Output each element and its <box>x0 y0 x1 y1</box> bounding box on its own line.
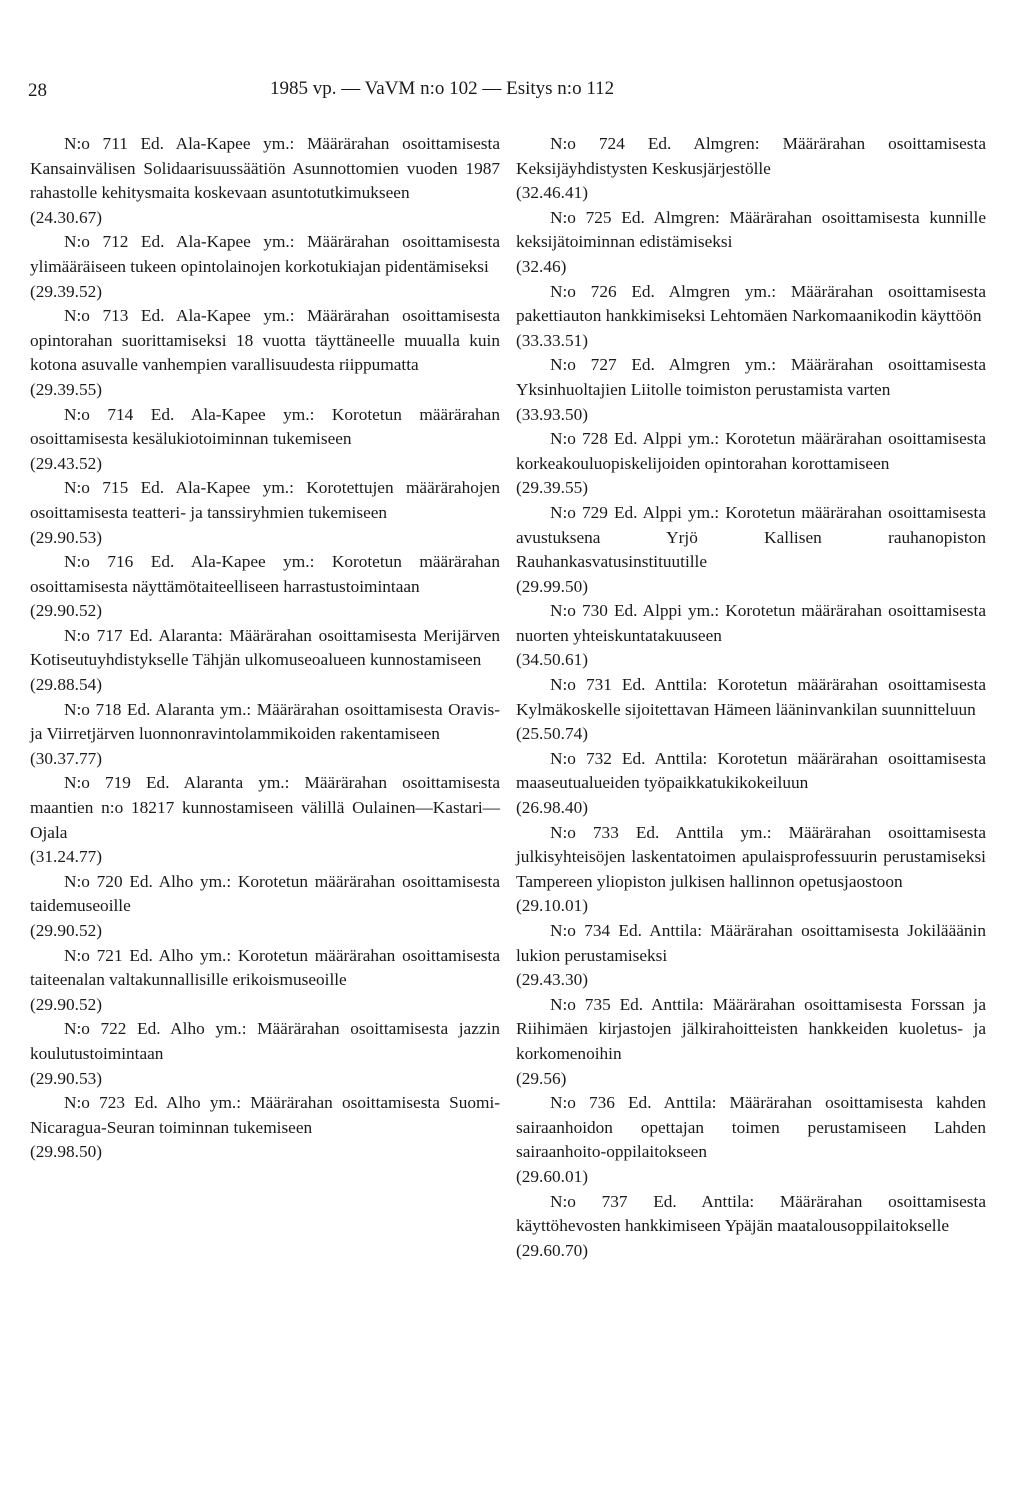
motion-entry <box>516 280 986 354</box>
budget-code: (31.24.77) <box>30 847 102 867</box>
left-column <box>30 132 500 1165</box>
budget-code: (33.93.50) <box>516 404 588 424</box>
motion-text: N:o 711 Ed. Ala-Kapee ym.: Määrärahan osoittamisesta Kansainvälisen Solidaarisuussäätiön Asunnottomien vuoden 1987 rahastolle kehitysmaita koskevaan asuntotutkimukseen <box>30 134 500 203</box>
motion-text: N:o 717 Ed. Alaranta: Määrärahan osoittamisesta Merijärven Kotiseutuyhdistykselle Tähjän ulkomuseoalueen kunnostamiseen <box>30 625 500 670</box>
budget-code: (30.37.77) <box>30 748 102 768</box>
budget-code: (29.60.70) <box>516 1240 588 1260</box>
motion-text: N:o 723 Ed. Alho ym.: Määrärahan osoittamisesta Suomi-Nicaragua-Seuran toiminnan tukemiseen <box>30 1093 500 1137</box>
motion-entry <box>516 747 986 821</box>
motion-text: N:o 732 Ed. Anttila: Korotetun määrärahan osoittamisesta maaseutualueiden työpaikkatukikokeiluun <box>516 748 986 793</box>
motion-text: N:o 728 Ed. Alppi ym.: Korotetun määrärahan osoittamisesta korkeakouluopiskelijoiden opintorahan korottamiseen <box>516 429 986 473</box>
motion-entry <box>516 132 986 206</box>
budget-code: (29.98.50) <box>30 1142 102 1162</box>
motion-text: N:o 727 Ed. Almgren ym.: Määrärahan osoittamisesta Yksinhuoltajien Liitolle toimiston perustamista varten <box>516 355 986 399</box>
budget-code: (33.33.51) <box>516 330 588 350</box>
motion-text: N:o 729 Ed. Alppi ym.: Korotetun määrärahan osoittamisesta avustuksena Yrjö Kallisen rauhanopiston Rauhankasvatusinstituutille <box>516 502 986 572</box>
motion-text: N:o 724 Ed. Almgren: Määrärahan osoittamisesta Keksijäyhdistysten Keskusjärjestölle <box>516 134 986 178</box>
motion-text: N:o 716 Ed. Ala-Kapee ym.: Korotetun määrärahan osoittamisesta näyttämötaiteelliseen harrastustoimintaan <box>30 552 500 596</box>
budget-code: (29.99.50) <box>516 576 588 596</box>
right-column <box>516 132 986 1263</box>
motion-entry <box>516 993 986 1091</box>
motion-text: N:o 722 Ed. Alho ym.: Määrärahan osoittamisesta jazzin koulutustoimintaan <box>30 1019 500 1063</box>
motion-entry <box>516 206 986 280</box>
page-number: 28 <box>28 80 47 101</box>
budget-code: (29.43.52) <box>30 453 102 473</box>
budget-code: (29.56) <box>516 1068 567 1088</box>
budget-code: (29.60.01) <box>516 1166 588 1186</box>
motion-entry <box>30 944 500 1018</box>
motion-text: N:o 718 Ed. Alaranta ym.: Määrärahan osoittamisesta Oravis- ja Viirretjärven luonnonravintolammikoiden rakentamiseen <box>30 699 500 744</box>
motion-text: N:o 720 Ed. Alho ym.: Korotetun määrärahan osoittamisesta taidemuseoille <box>30 871 500 916</box>
budget-code: (26.98.40) <box>516 798 588 818</box>
budget-code: (29.90.53) <box>30 1068 102 1088</box>
budget-code: (34.50.61) <box>516 650 588 670</box>
motion-text: N:o 735 Ed. Anttila: Määrärahan osoittamisesta Forssan ja Riihimäen kirjastojen jälkirahoitteisten hankkeiden kuoletus- ja korkomenoihin <box>516 994 986 1063</box>
budget-code: (29.88.54) <box>30 675 102 695</box>
motion-entry <box>516 673 986 747</box>
budget-code: (29.43.30) <box>516 970 588 990</box>
motion-entry <box>516 1190 986 1264</box>
motion-text: N:o 736 Ed. Anttila: Määrärahan osoittamisesta kahden sairaanhoidon opettajan toimen perustamiseen Lahden sairaanhoito-oppilaitokseen <box>516 1093 986 1162</box>
motion-entry <box>30 550 500 624</box>
motion-entry <box>516 353 986 427</box>
motion-entry <box>30 870 500 944</box>
budget-code: (29.39.52) <box>30 281 102 301</box>
motion-entry <box>30 230 500 304</box>
motion-entry <box>30 476 500 550</box>
motion-text: N:o 712 Ed. Ala-Kapee ym.: Määrärahan osoittamisesta ylimääräiseen tukeen opintolainojen korkotukiajan pidentämiseksi <box>30 232 500 276</box>
motion-entry <box>30 771 500 869</box>
motion-entry <box>516 919 986 993</box>
budget-code: (32.46) <box>516 256 567 276</box>
motion-entry <box>30 1091 500 1165</box>
motion-entry <box>30 698 500 772</box>
motion-text: N:o 713 Ed. Ala-Kapee ym.: Määrärahan osoittamisesta opintorahan suorittamiseksi 18 vuotta täyttäneelle muualla kuin kotona asuvalle vanhempien varallisuudesta riippumatta <box>30 306 500 375</box>
motion-text: N:o 719 Ed. Alaranta ym.: Määrärahan osoittamisesta maantien n:o 18217 kunnostamiseen välillä Oulainen—Kastari—Ojala <box>30 773 500 842</box>
motion-text: N:o 731 Ed. Anttila: Korotetun määrärahan osoittamisesta Kylmäkoskelle sijoitettavan Hämeen lääninvankilan suunnitteluun <box>516 675 986 719</box>
motion-entry <box>30 132 500 230</box>
budget-code: (29.39.55) <box>30 379 102 399</box>
motion-entry <box>516 599 986 673</box>
budget-code: (29.10.01) <box>516 896 588 916</box>
motion-entry <box>516 821 986 919</box>
budget-code: (29.90.52) <box>30 921 102 940</box>
motion-entry <box>516 501 986 599</box>
motion-text: N:o 725 Ed. Almgren: Määrärahan osoittamisesta kunnille keksijätoiminnan edistämiseksi <box>516 207 986 252</box>
motion-text: N:o 721 Ed. Alho ym.: Korotetun määrärahan osoittamisesta taiteenalan valtakunnallisille erikoismuseoille <box>30 945 500 990</box>
motion-text: N:o 737 Ed. Anttila: Määrärahan osoittamisesta käyttöhevosten hankkimiseen Ypäjän maatalousoppilaitokselle <box>516 1191 986 1236</box>
motion-entry <box>30 624 500 698</box>
motion-entry <box>516 427 986 501</box>
motion-text: N:o 733 Ed. Anttila ym.: Määrärahan osoittamisesta julkisyhteisöjen laskentatoimen apulaisprofessuurin perustamiseksi Tampereen yliopiston julkisen hallinnon opetusjaostoon <box>516 822 986 891</box>
motion-text: N:o 734 Ed. Anttila: Määrärahan osoittamisesta Jokilääänin lukion perustamiseksi <box>516 921 986 965</box>
motion-text: N:o 726 Ed. Almgren ym.: Määrärahan osoittamisesta pakettiauton hankkimiseksi Lehtomäen Narkomaanikodin käyttöön <box>516 281 986 326</box>
motion-text: N:o 714 Ed. Ala-Kapee ym.: Korotetun määrärahan osoittamisesta kesälukiotoiminnan tukemiseen <box>30 404 500 449</box>
budget-code: (25.50.74) <box>516 724 588 744</box>
budget-code: (24.30.67) <box>30 207 102 227</box>
motion-text: N:o 715 Ed. Ala-Kapee ym.: Korotettujen määrärahojen osoittamisesta teatteri- ja tanssiryhmien tukemiseen <box>30 478 500 522</box>
motion-text: N:o 730 Ed. Alppi ym.: Korotetun määrärahan osoittamisesta nuorten yhteiskuntatakuuseen <box>516 601 986 645</box>
motion-entry <box>30 304 500 402</box>
budget-code: (29.39.55) <box>516 478 588 498</box>
budget-code: (29.90.53) <box>30 527 102 547</box>
budget-code: (29.90.52) <box>30 601 102 621</box>
motion-entry <box>516 1091 986 1189</box>
running-head: 1985 vp. — VaVM n:o 102 — Esitys n:o 112 <box>270 78 615 99</box>
budget-code: (32.46.41) <box>516 183 588 203</box>
budget-code: (29.90.52) <box>30 994 102 1014</box>
motion-entry <box>30 1017 500 1091</box>
motion-entry <box>30 403 500 477</box>
